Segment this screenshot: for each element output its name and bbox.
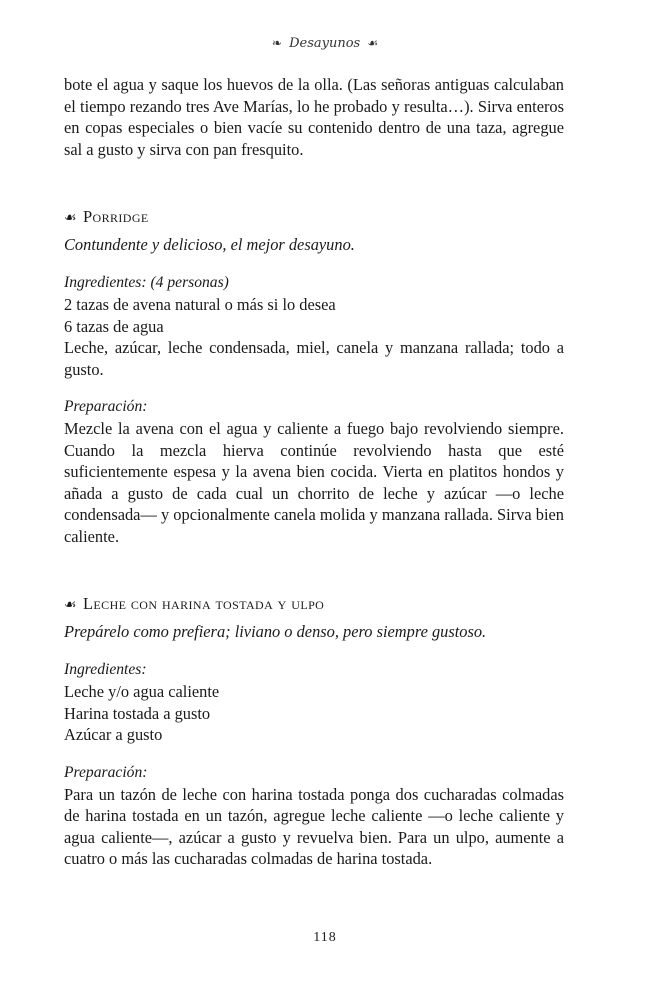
running-head [0,36,650,51]
fleuron-icon: ☙ [64,598,77,613]
ornament-right-icon: ☙ [367,36,379,50]
preparation-text: Para un tazón de leche con harina tostada ponga dos cucharadas colmadas de harina tostada en un tazón, agregue leche caliente —o leche caliente y agua caliente—, azúcar a gusto y revuelva bien. Para un ulpo, aumente a cuatro o más las cucharadas colmadas de harina tostada. [64,784,564,868]
page-content [64,74,564,870]
recipe-title-text: Leche con harina tostada y ulpo [82,594,325,613]
ingredients-list [64,681,564,746]
page-number: 118 [313,930,337,945]
recipe-subtitle: Contundente y delicioso, el mejor desayuno. [64,235,355,254]
recipe-leche-con-harina [64,593,564,870]
preparation-text: Mezcle la avena con el agua y caliente a fuego bajo revolviendo siempre. Cuando la mezcla hierva continúe revolviendo hasta que esté suficientemente espesa y la avena bien cocida. Vierta en platitos hondos y añada a gusto de cada cual un chorrito de leche y azúcar —o leche condensada— y opcionalmente canela molida y manzana rallada. Sirva bien caliente. [64,419,564,546]
ingredients-label: Ingredientes: [64,661,147,678]
recipe-subtitle: Prepárelo como prefiera; liviano o denso, pero siempre gustoso. [64,622,487,641]
recipe-title [64,206,564,230]
ingredient-item: Harina tostada a gusto [64,703,211,723]
ingredient-item: Azúcar a gusto [64,725,163,744]
ingredients-label: Ingredientes: (4 personas) [64,274,229,291]
ingredient-item: Leche y/o agua caliente [64,682,220,701]
ornament-left-icon: ❧ [271,36,282,50]
preparation-label: Preparación: [64,398,148,415]
recipe-title-text: Porridge [82,207,149,226]
ingredients-list [64,294,564,380]
recipe-porridge [64,206,564,547]
intro-paragraph: bote el agua y saque los huevos de la olla. (Las señoras antiguas calculaban el tiempo rezando tres Ave Marías, lo he probado y resulta…). Sirva enteros en copas especiales o bien vacíe su contenido dentro de una taza, agregue sal a gusto y sirva con pan fresquito. [64,75,564,159]
fleuron-icon: ☙ [64,211,77,226]
recipe-title [64,593,564,617]
running-head-title: Desayunos [289,36,361,51]
ingredient-item: 2 tazas de avena natural o más si lo desea [64,295,336,314]
preparation-label: Preparación: [64,763,148,781]
ingredient-item: 6 tazas de agua [64,316,164,336]
ingredient-item: Leche, azúcar, leche condensada, miel, canela y manzana rallada; todo a gusto. [64,338,564,379]
